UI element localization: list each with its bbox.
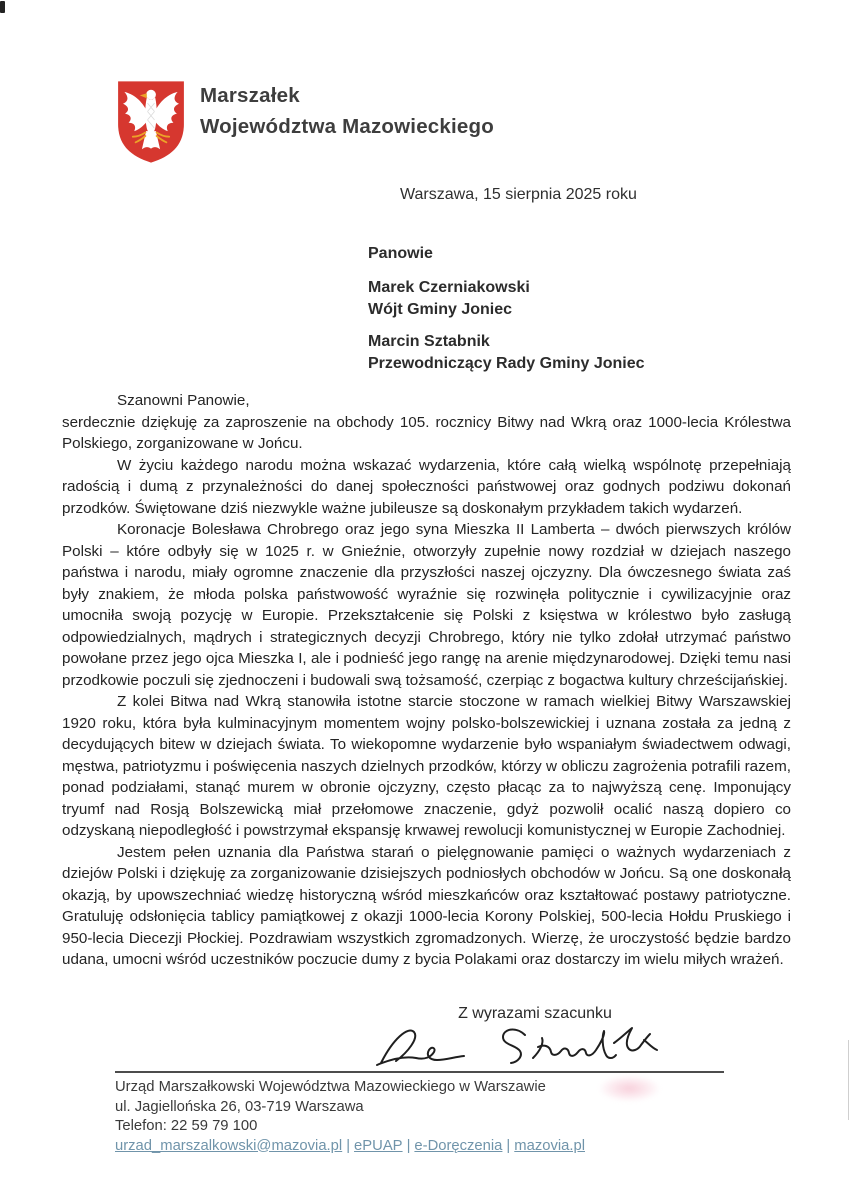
- paragraph-3: Koronacje Bolesława Chrobrego oraz jego syna Mieszka II Lamberta – dwóch pierwszych królów Polski – które odbyły się w 1025 r. w Gnieźnie, otworzyły zupełnie nowy rozdział w dziejach naszego państwa i narodu, miały ogromne znaczenie dla przyszłości naszej ojczyzny. Dla ówczesnego świata zaś były znakiem, że młoda polska państwowość wyraźnie się rozwinęła politycznie i cywilizacyjnie oraz umocniła swoją pozycję w Europie. Przekształcenie się Polski z księstwa w królestwo było zasługą odpowiedzialnych, mądrych i strategicznych decyzji Chrobrego, który nie tylko zdołał utrzymać państwo powołane przez jego ojca Mieszka I, ale i podnieść jego rangę na arenie międzynarodowej. Dzięki temu nasi przodkowie poczuli się zjednoczeni i budowali swą tożsamość, czerpiąc z bogactwa kultury chrześcijańskiej.: [62, 521, 791, 689]
- epuap-link[interactable]: ePUAP: [354, 1137, 403, 1154]
- recipient-1-title: Wójt Gminy Joniec: [368, 301, 513, 318]
- paragraph-1: serdecznie dziękuję za zaproszenie na obchody 105. rocznicy Bitwy nad Wkrą oraz 1000-lecia Królestwa Polskiego, zorganizowane w Jońcu.: [62, 413, 791, 452]
- edoreczenia-link[interactable]: e-Doręczenia: [414, 1137, 503, 1154]
- mazovia-coat-of-arms-icon: [116, 78, 186, 166]
- paragraph-5: Jestem pełen uznania dla Państwa starań o pielęgnowanie pamięci o ważnych wydarzeniach z dziejów Polski i dziękuję za zorganizowanie dzisiejszych podniosłych obchodów w Jońcu. Są one doskonałą okazją, by upowszechniać wiedzę historyczną wśród mieszkańców oraz kształtować postawy patriotyczne. Gratuluję odsłonięcia tablicy pamiątkowej z okazji 1000-lecia Korony Polskiej, 500-lecia Hołdu Pruskiego i 950-lecia Diecezji Płockiej. Pozdrawiam wszystkich zgromadzonych. Wierzę, że uroczystość będzie bardzo udana, umocni wśród uczestników poczucie dumy z bycia Polakami oraz dostarczy im wielu miłych wrażeń.: [62, 843, 791, 968]
- recipient-1: [368, 277, 645, 321]
- recipients-block: [368, 243, 645, 375]
- letterhead-title-line1: Marszałek: [200, 84, 300, 107]
- link-separator: |: [506, 1137, 511, 1154]
- handwritten-signature: [365, 1022, 667, 1072]
- place-and-date: Warszawa, 15 sierpnia 2025 roku: [400, 186, 637, 203]
- footer-phone: Telefon: 22 59 79 100: [115, 1118, 258, 1134]
- letter-body: [62, 390, 791, 971]
- mazovia-website-link[interactable]: mazovia.pl: [514, 1137, 585, 1154]
- footer-block: [115, 1071, 755, 1156]
- letterhead-title: [200, 80, 494, 142]
- recipient-2: [368, 331, 645, 375]
- letter-greeting: Szanowni Panowie,: [117, 392, 250, 409]
- letterhead-title-line2: Województwa Mazowieckiego: [200, 115, 494, 138]
- closing-phrase: Z wyrazami szacunku: [458, 1005, 612, 1022]
- footer-links: [115, 1137, 755, 1157]
- footer-divider: [115, 1071, 724, 1073]
- link-separator: |: [406, 1137, 411, 1154]
- scan-artifact-corner-mark: [0, 1, 5, 13]
- link-separator: |: [346, 1137, 351, 1154]
- recipient-1-name: Marek Czerniakowski: [368, 279, 530, 296]
- recipient-2-name: Marcin Sztabnik: [368, 333, 490, 350]
- recipients-salutation: Panowie: [368, 245, 433, 262]
- email-link[interactable]: urzad_marszalkowski@mazovia.pl: [115, 1137, 343, 1154]
- recipient-2-title: Przewodniczący Rady Gminy Joniec: [368, 355, 645, 372]
- footer-address: ul. Jagiellońska 26, 03-719 Warszawa: [115, 1098, 364, 1115]
- footer-organization: Urząd Marszałkowski Województwa Mazowieckiego w Warszawie: [115, 1079, 546, 1095]
- paragraph-4: Z kolei Bitwa nad Wkrą stanowiła istotne starcie stoczone w ramach wielkiej Bitwy Warszawskiej 1920 roku, która była kulminacyjnym momentem wojny polsko-bolszewickiej i uznana została za jedną z decydujących bitew w dziejach świata. To wiekopomne wydarzenie było wspaniałym świadectwem odwagi, męstwa, patriotyzmu i poświęcenia naszych dzielnych przodków, którzy w obliczu zagrożenia potrafili razem, ponad podziałami, stanąć murem w obronie ojczyzny, często płacąc za to najwyższą cenę. Imponujący tryumf nad Rosją Bolszewicką miał przełomowe znaczenie, gdyż pozwolił ocalić naszą dopiero co odzyskaną niepodległość i powstrzymał ekspansję krwawej rewolucji komunistycznej w Europie Zachodniej.: [62, 693, 791, 839]
- paragraph-2: W życiu każdego narodu można wskazać wydarzenia, które całą wielką wspólnotę przepełniają radością i dumą z przynależności do danej społeczności państwowej oraz godnych podziwu dokonań przodków. Świętowane dziś niezwykle ważne jubileusze są doskonałym przykładem takich wydarzeń.: [62, 456, 791, 517]
